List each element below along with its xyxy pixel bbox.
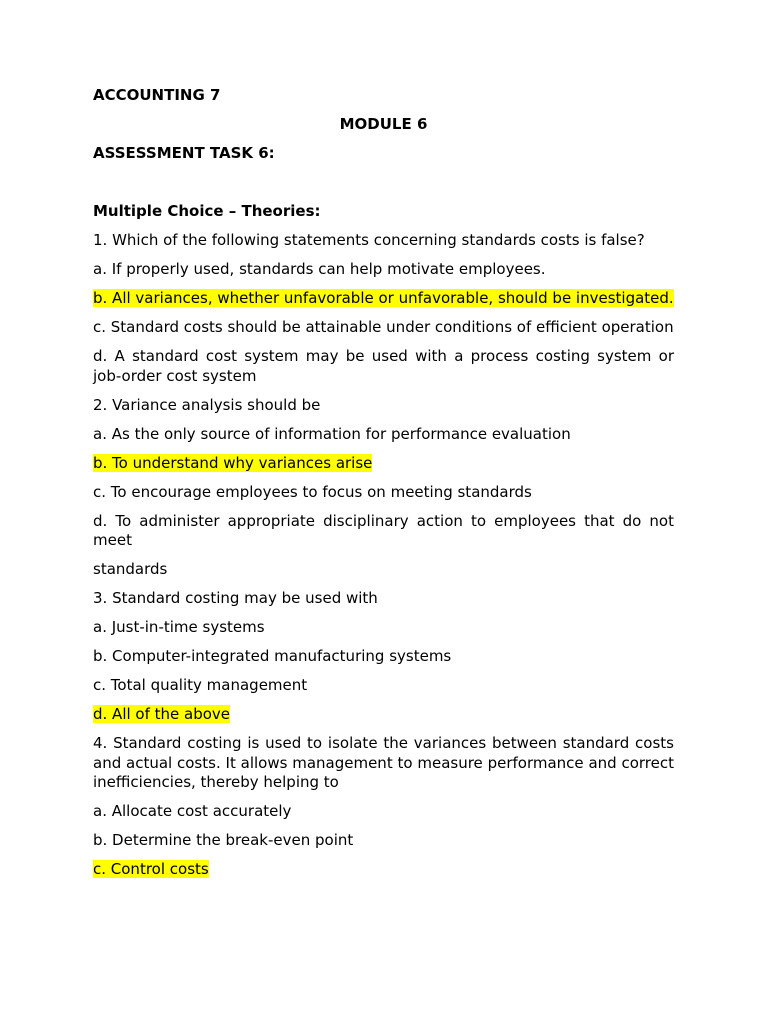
answer-highlight: d. All of the above [93,705,231,723]
q2-option-b-answer [93,454,674,474]
q2-option-d-continued: standards [93,560,168,578]
task-title: ASSESSMENT TASK 6: [93,144,275,162]
q2-option-c: c. To encourage employees to focus on meeting standards [93,482,532,501]
q1-option-b-answer [93,289,674,309]
q2-option-a: a. As the only source of information for performance evaluation [93,424,571,443]
answer-highlight: b. All variances, whether unfavorable or unfavorable, should be investigated. [93,289,674,307]
q3-option-d-answer [93,705,674,725]
document-body [93,86,674,889]
question-2: 2. Variance analysis should be [93,395,321,414]
spacer [93,173,674,193]
question-3: 3. Standard costing may be used with [93,589,378,607]
q2-option-d: d. To administer appropriate disciplinary action to employees that do not meet [93,511,674,549]
answer-highlight: c. Control costs [93,860,209,878]
question-1: 1. Which of the following statements concerning standards costs is false? [93,231,645,249]
q1-option-c: c. Standard costs should be attainable under conditions of efficient operation [93,318,674,336]
q4-option-b: b. Determine the break-even point [93,831,354,849]
q3-option-b: b. Computer-integrated manufacturing systems [93,647,452,665]
module-title: MODULE 6 [339,115,428,133]
q4-option-c-answer [93,860,674,880]
q3-option-a: a. Just-in-time systems [93,618,265,636]
answer-highlight: b. To understand why variances arise [93,453,373,472]
q1-option-a: a. If properly used, standards can help motivate employees. [93,260,546,278]
q1-option-d: d. A standard cost system may be used with a process costing system or job-order cost system [93,347,674,385]
q4-option-a: a. Allocate cost accurately [93,802,292,820]
section-title: Multiple Choice – Theories: [93,202,321,220]
q3-option-c: c. Total quality management [93,676,308,694]
course-title: ACCOUNTING 7 [93,86,221,104]
question-4: 4. Standard costing is used to isolate the variances between standard costs and actual costs. It allows management to measure performance and correct inefficiencies, thereby helping to [93,734,674,791]
